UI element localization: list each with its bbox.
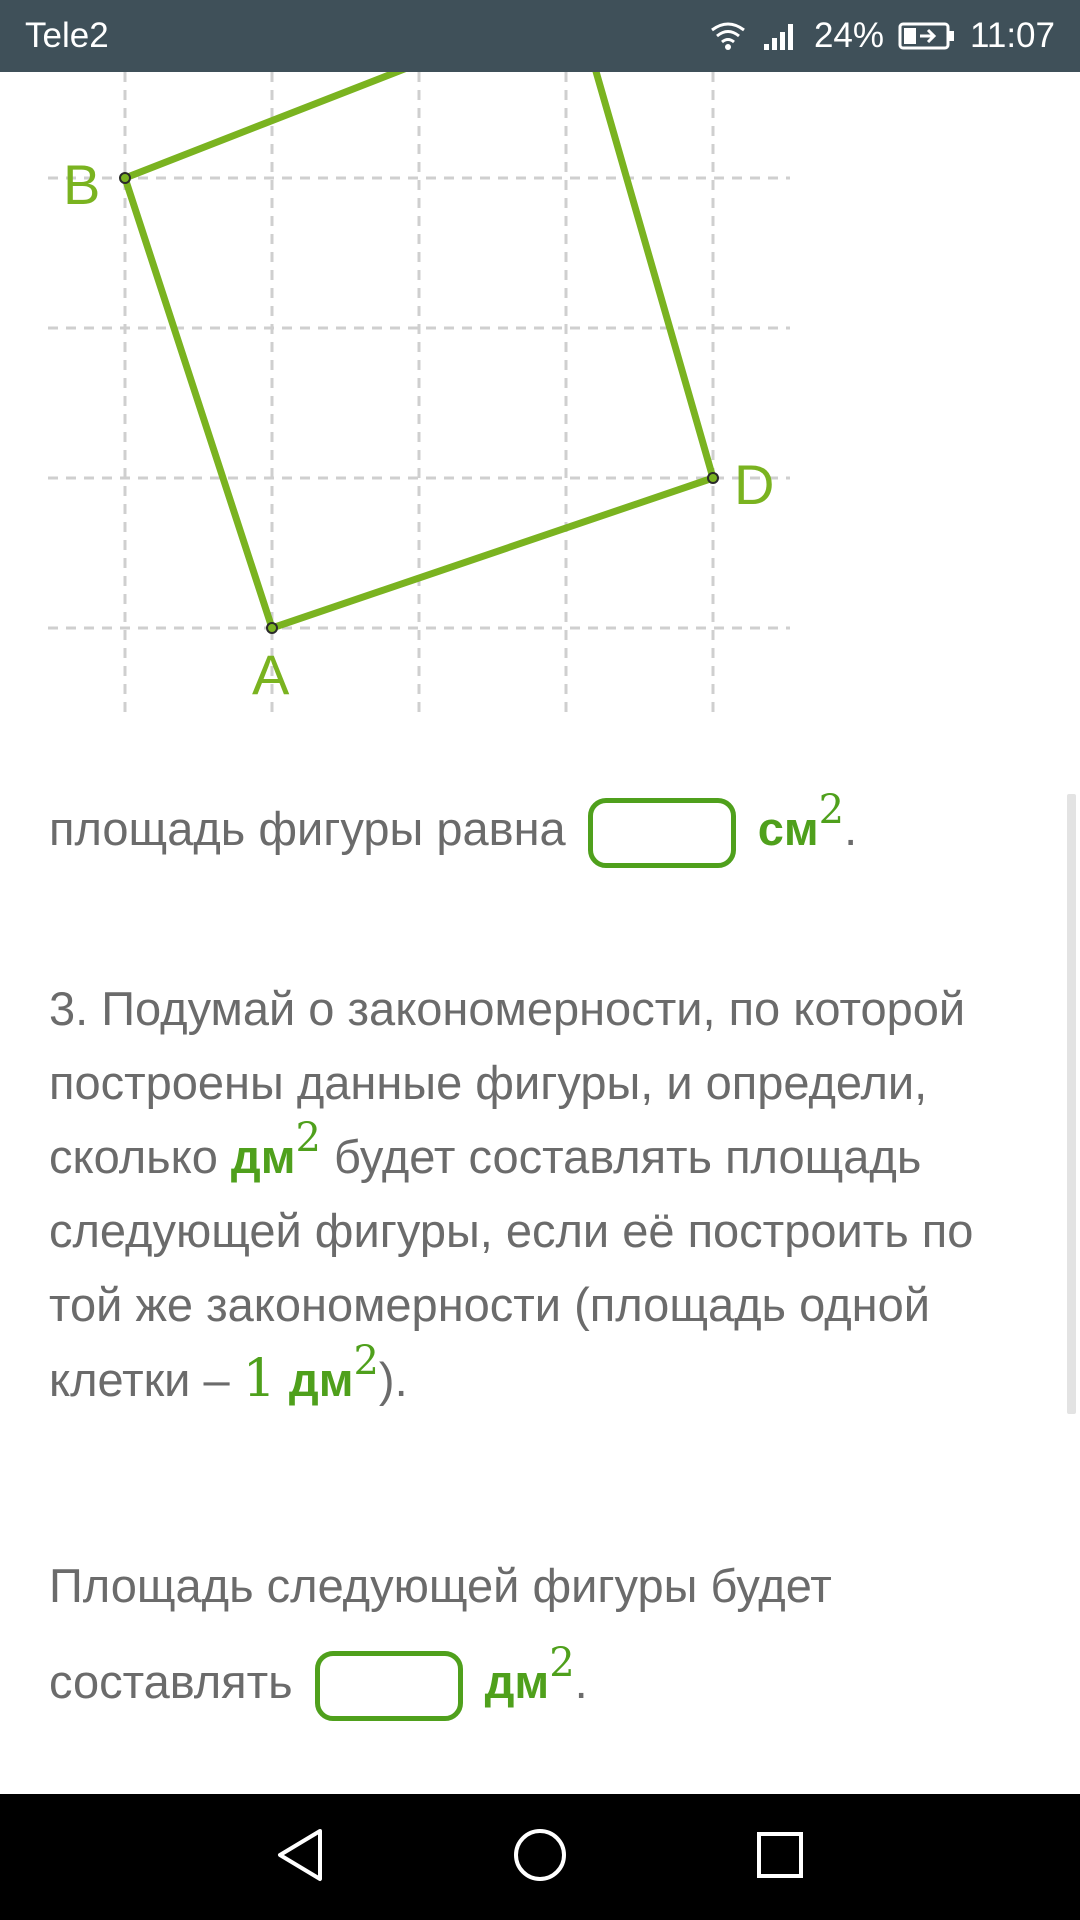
back-button[interactable] — [235, 1794, 365, 1920]
signal-icon — [762, 20, 800, 52]
label-a: A — [252, 643, 290, 706]
task-content[interactable] — [0, 72, 1080, 1794]
square-recents-icon — [755, 1830, 805, 1885]
area-answer-input[interactable] — [588, 798, 736, 868]
period: . — [844, 802, 858, 855]
task3-sentence-start: сколько — [49, 1130, 218, 1183]
next-area-answer-input[interactable] — [315, 1651, 463, 1721]
status-bar — [0, 0, 1080, 72]
unit-dm: дм — [230, 1130, 296, 1183]
area-prefix: площадь фигуры равна — [49, 802, 566, 855]
scrollbar[interactable] — [1067, 794, 1076, 1414]
cell-area-number: 1 — [242, 1349, 276, 1409]
closing-paren: ). — [378, 1353, 408, 1406]
triangle-back-icon — [274, 1827, 326, 1888]
navigation-bar — [0, 1794, 1080, 1920]
battery-icon — [898, 21, 956, 51]
task3-intro: 3. Подумай о закономерности, по которой построены данные фигуры, и определи, — [49, 982, 966, 1109]
carrier-name: Tele2 — [25, 16, 109, 55]
cell-area-unit: дм — [288, 1353, 354, 1406]
battery-percent: 24% — [813, 16, 884, 55]
unit-exponent: 2 — [295, 1115, 321, 1161]
point-b — [120, 173, 130, 183]
unit-dm: дм — [484, 1655, 550, 1708]
recents-button[interactable] — [715, 1794, 845, 1920]
clock-time: 11:07 — [970, 16, 1055, 55]
next-area-prefix: Площадь следующей фигуры будет составлять — [49, 1559, 832, 1708]
task3-text — [49, 972, 1009, 1417]
point-a — [267, 623, 277, 633]
period: . — [574, 1655, 588, 1708]
home-button[interactable] — [475, 1794, 605, 1920]
unit-exponent: 2 — [818, 787, 845, 833]
wifi-icon — [708, 20, 748, 52]
point-d — [708, 473, 718, 483]
label-b: B — [63, 153, 101, 216]
circle-home-icon — [512, 1827, 568, 1888]
next-area-answer-line — [49, 1538, 1009, 1730]
square-figure — [0, 72, 1080, 732]
unit-exponent: 2 — [549, 1640, 575, 1686]
label-d: D — [734, 453, 775, 516]
area-answer-line — [49, 787, 1009, 868]
unit-cm: см — [757, 802, 819, 855]
status-icons — [708, 16, 1055, 56]
task3-sentence-rest: будет составлять площадь следующей фигуры, если её построить по той же закономерности (площадь одной клетки – — [49, 1130, 974, 1406]
unit-exponent: 2 — [353, 1338, 379, 1384]
